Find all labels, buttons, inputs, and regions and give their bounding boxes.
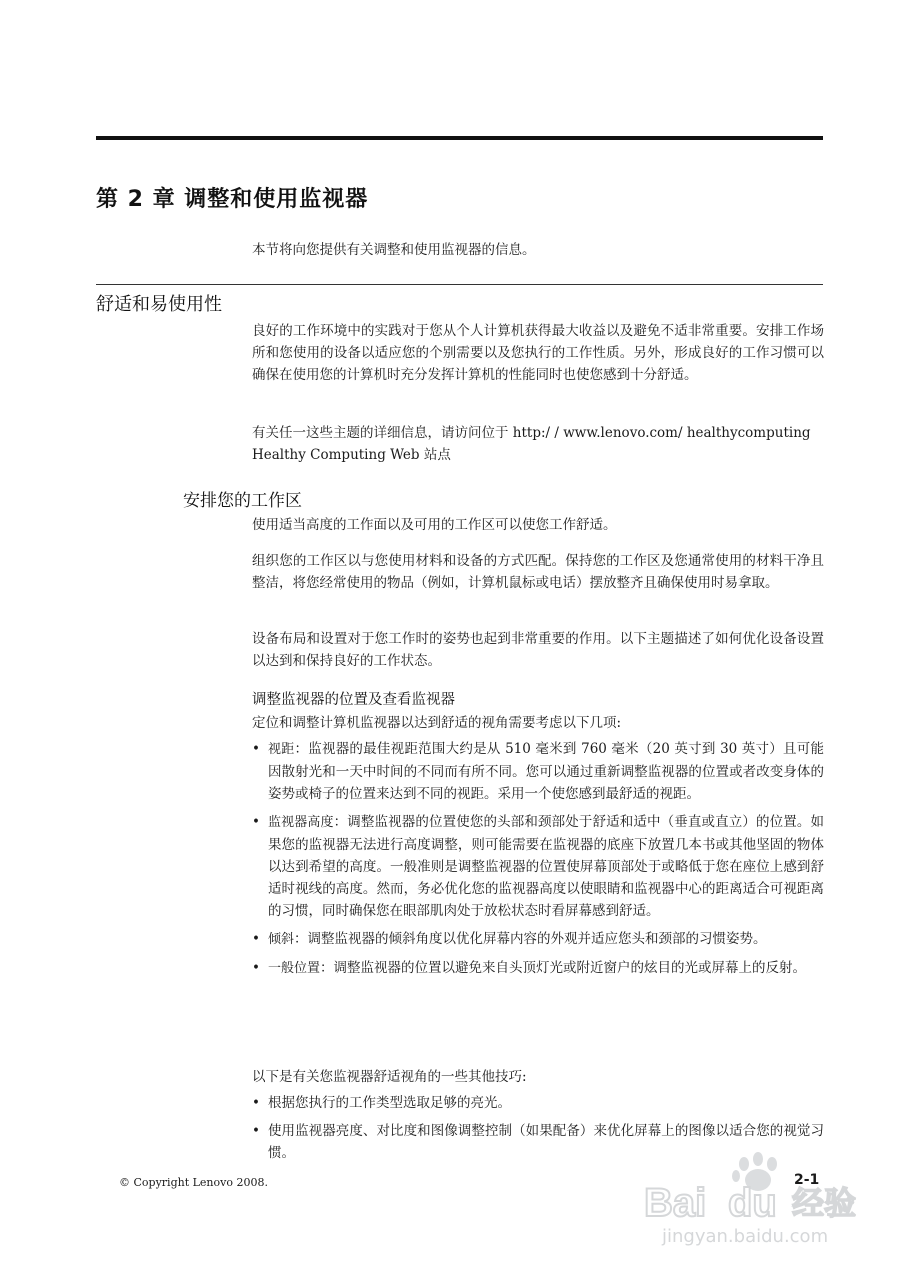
top-rule: [96, 136, 823, 140]
bullet-icon: •: [252, 931, 260, 947]
list-item-term: 监视器高度: [268, 815, 334, 830]
subsubsection-title-monitor-position: 调整监视器的位置及查看监视器: [252, 692, 455, 708]
watermark-brand-suffix: du: [728, 1181, 777, 1225]
monitor-position-intro: 定位和调整计算机监视器以达到舒适的视角需要考虑以下几项:: [252, 715, 622, 731]
list-item: [252, 928, 824, 951]
subsection-title-workspace: 安排您的工作区: [183, 491, 302, 511]
list-item-text: ：调整监视器的位置使您的头部和颈部处于舒适和适中（垂直或直立）的位置。如果您的监视器无法进行高度调整，则可能需要在监视器的底座下放置几本书或其他坚固的物体以达到希望的高度。一般准则是调整监视器的位置使屏幕顶部处于或略低于您在座位上感到舒适时视线的高度。然而，务必优化您的监视器高度以使眼睛和监视器中心的距离适合可视距离的习惯，同时确保您在眼部肌肉处于放松状态时看屏幕感到舒适。: [268, 814, 824, 919]
list-item: [252, 811, 824, 922]
list-item: [252, 1092, 824, 1114]
footer-copyright: © Copyright Lenovo 2008.: [119, 1176, 268, 1189]
list-item-text: 根据您执行的工作类型选取足够的亮光。: [268, 1095, 511, 1111]
workspace-paragraph-2: 组织您的工作区以与您使用材料和设备的方式匹配。保持您的工作区及您通常使用的材料干净且整洁，将您经常使用的物品（例如，计算机鼠标或电话）摆放整齐且确保使用时易拿取。: [252, 553, 824, 591]
list-item-term: 一般位置: [268, 961, 321, 976]
bullet-icon: •: [252, 1123, 260, 1139]
workspace-paragraph-1: 使用适当高度的工作面以及可用的工作区可以使您工作舒适。: [252, 517, 617, 533]
list-item: [252, 738, 824, 805]
list-item-text: ：调整监视器的倾斜角度以优化屏幕内容的外观并适应您头和颈部的习惯姿势。: [294, 931, 767, 947]
baidu-watermark: [632, 1150, 892, 1250]
comfort-paragraph-1: 良好的工作环境中的实践对于您从个人计算机获得最大收益以及避免不适非常重要。安排工作场所和您使用的设备以适应您的个别需要以及您执行的工作性质。另外，形成良好的工作习惯可以确保在使用您的计算机时充分发挥计算机的性能同时也使您感到十分舒适。: [252, 323, 824, 383]
monitor-position-list: [252, 738, 824, 986]
workspace-paragraph-3: 设备布局和设置对于您工作时的姿势也起到非常重要的作用。以下主题描述了如何优化设备设置以达到和保持良好的工作状态。: [252, 631, 824, 669]
list-item: [252, 957, 824, 980]
comfort-paragraph-2: 有关任一这些主题的详细信息，请访问位于 http:/ / www.lenovo.com/ healthycomputing Healthy Computing Web 站点: [252, 425, 811, 463]
list-item-text: ：调整监视器的位置以避免来自头顶灯光或附近窗户的炫目的光或屏幕上的反射。: [320, 960, 807, 976]
list-item-term: 倾斜: [268, 932, 295, 947]
bullet-icon: •: [252, 741, 260, 757]
tips-intro: 以下是有关您监视器舒适视角的一些其他技巧:: [252, 1069, 527, 1085]
watermark-url: jingyan.baidu.com: [662, 1226, 829, 1247]
page-number: 2-1: [794, 1172, 820, 1188]
section-title-comfort: 舒适和易使用性: [96, 294, 222, 315]
bullet-icon: •: [252, 1095, 260, 1111]
bullet-icon: •: [252, 960, 260, 976]
section-rule: [96, 284, 823, 285]
chapter-title: 第 2 章 调整和使用监视器: [96, 187, 369, 212]
list-item-term: 视距: [268, 742, 295, 757]
list-item-text: 使用监视器亮度、对比度和图像调整控制（如果配备）来优化屏幕上的图像以适合您的视觉习惯。: [268, 1123, 824, 1161]
watermark-brand-prefix: Bai: [644, 1181, 707, 1225]
watermark-brand-cn: 经验: [792, 1184, 857, 1222]
bullet-icon: •: [252, 814, 260, 830]
chapter-intro: 本节将向您提供有关调整和使用监视器的信息。: [252, 242, 536, 258]
list-item-text: ：监视器的最佳视距范围大约是从 510 毫米到 760 毫米（20 英寸到 30 英寸）且可能因散射光和一天中时间的不同而有所不同。您可以通过重新调整监视器的位置或者改变身体的姿势或椅子的位置来达到不同的视距。采用一个使您感到最舒适的视距。: [268, 741, 824, 802]
